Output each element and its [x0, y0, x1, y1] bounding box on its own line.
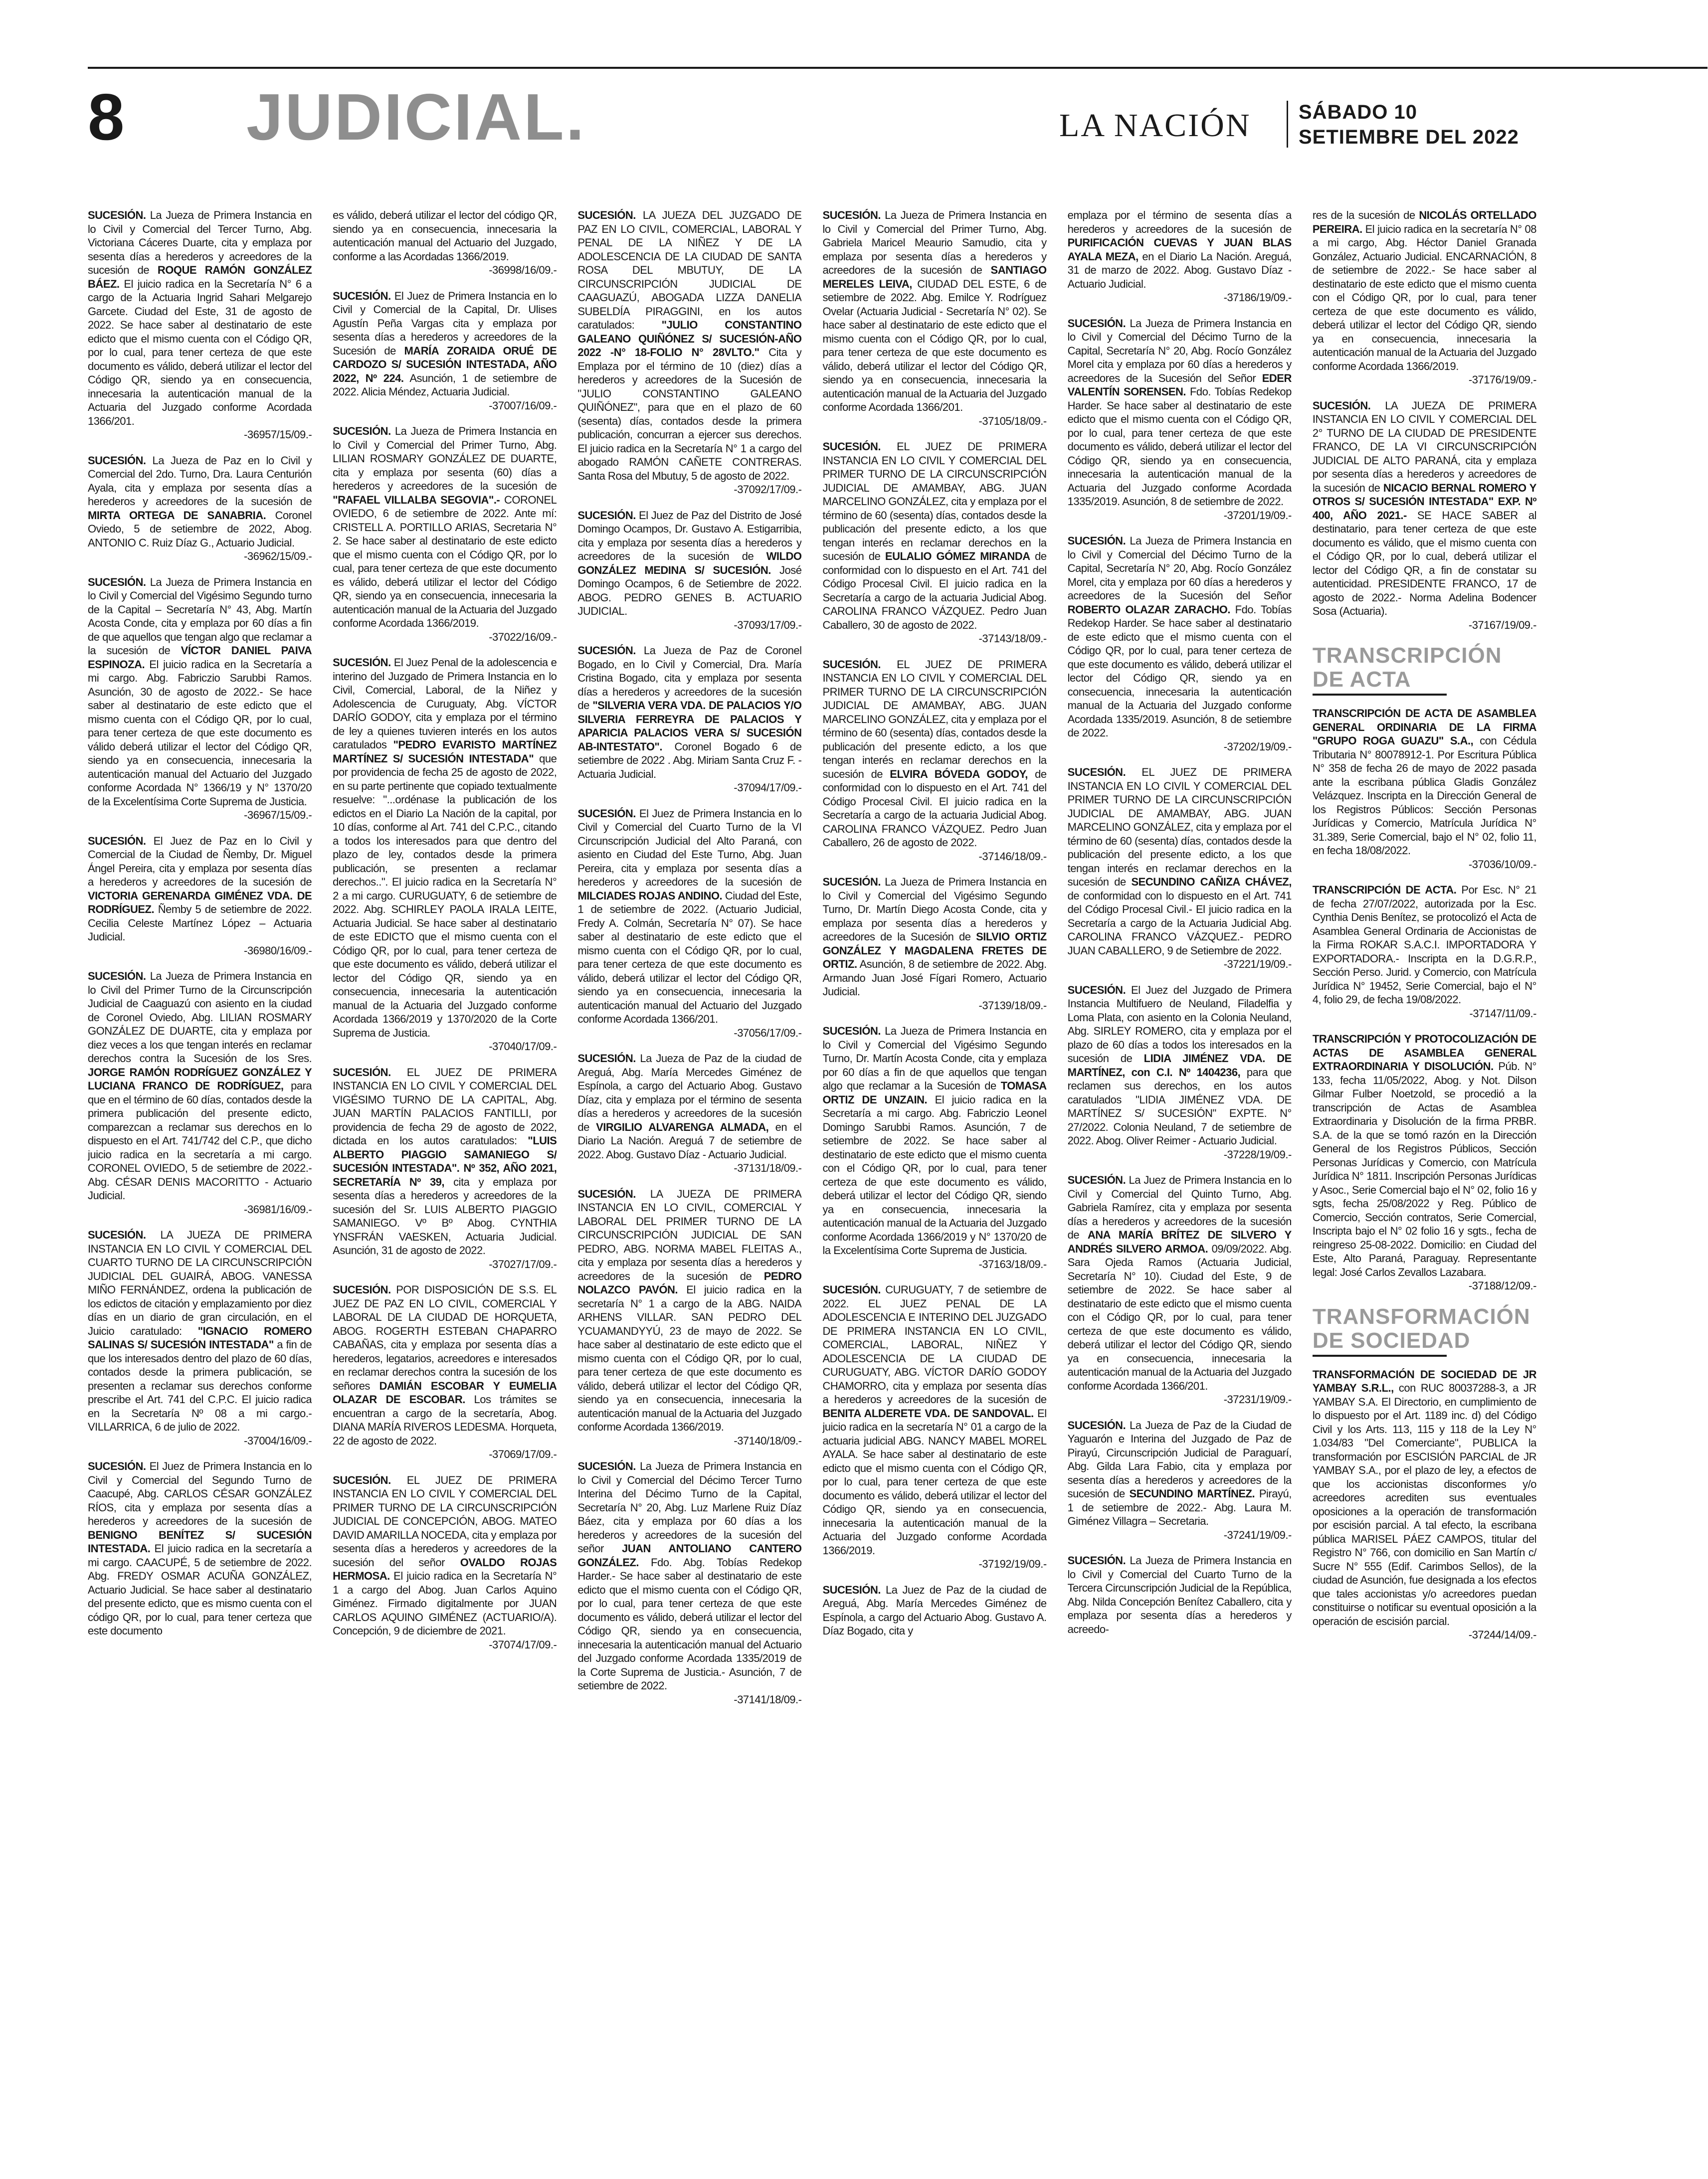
notice-ref: -37027/17/09.-	[489, 1258, 557, 1271]
notice-body: El Juez del Juzgado de Primera Instancia Multifuero de Neuland, Filadelfia y Loma Plata, con asiento en la Colonia Neuland, Abg. SIRLEY ROMERO, cita y emplaza por el plazo de 60 días a todos los interesados en la sucesión de	[1067, 983, 1292, 1065]
notice-highlight: ROBERTO OLAZAR ZARACHO.	[1067, 603, 1230, 616]
section-title: JUDICIAL.	[246, 80, 586, 154]
notice-body: EL JUEZ DE PRIMERA INSTANCIA EN LO CIVIL Y COMERCIAL DEL PRIMER TURNO DE LA CIRCUNSCRIPCIÓN JUDICIAL DE CONCEPCIÓN, ABOG. MATEO DAVID AMARILLA NOCEDA, cita y emplaza por sesenta días a herederos y acreedores de la sucesión del señor	[333, 1473, 557, 1569]
notice-body: La Jueza de Paz en lo Civil y Comercial del 2do. Turno, Dra. Laura Centurión Ayala, cita y emplaza por sesenta días a herederos y acreedores de la sucesión de	[88, 454, 312, 508]
notice-text: El juicio radica en la Secretaría a mi cargo. Abg. Fabriczio Leonel Domingo Sarubbi Ramos. Asunción, 7 de setiembre de 2022. Se hace saber al destinatario de este edicto que el mismo cuenta con el Código QR, por lo cual, para tener certeza de que este documento es válido, deberá utilizar el lector del Código QR, siendo ya en consecuencia, innecesaria la autenticación manual de la Actuaria del Juzgado conforme Acordada 1366/2019 y N° 1370/20 de la Excelentísima Corte Suprema de Justicia.	[822, 1093, 1047, 1257]
notice-text: El juicio radica en la Secretaría N° 1 a cargo del Abog. Juan Carlos Aquino Giménez. Firmado digitalmente por JUAN CARLOS AQUINO GIMÉNEZ (ACTUARIO/A). Concepción, 9 de diciembre de 2021.	[333, 1570, 557, 1637]
notice-highlight: NICOLÁS ORTELLADO PEREIRA.	[1312, 209, 1536, 235]
legal-notice	[333, 289, 557, 413]
legal-notice	[1313, 399, 1536, 632]
notice-ref: -36967/15/09.-	[244, 809, 312, 821]
notice-highlight: DAMIÁN ESCOBAR Y EUMELIA OLAZAR DE ESCOBAR.	[333, 1379, 557, 1406]
notice-body: CURUGUATY, 7 de setiembre de 2022. EL JUEZ PENAL DE LA ADOLESCENCIA E INTERINO DEL JUZGADO DE PRIMERA INSTANCIA EN LO CIVIL, COMERCIAL, LABORAL, NIÑEZ Y ADOLESCENCIA DE LA CIUDAD DE CURUGUATY, ABG. VÍCTOR DARÍO GODOY CHAMORRO, cita y emplaza por sesenta días a herederos y acreedores de la sucesión de	[822, 1283, 1047, 1406]
notice-text: José Domingo Ocampos, 6 de Setiembre de 2022. ABOG. PEDRO GENES B. ACTUARIO JUDICIAL.	[577, 563, 802, 617]
notice-text: Ciudad del Este, 1 de setiembre de 2022. (Actuario Judicial, Fredy A. Colmán, Secretaría N° 07). Se hace saber al destinatario de este edicto que el mismo cuenta con el Código QR, por lo cual, para tener certeza de que este documento es válido, deberá utilizar el lector del Código QR, siendo ya en consecuencia, innecesaria la autenticación manual del Actuario del Juzgado conforme Acordada 1366/201.	[577, 889, 802, 1025]
notice-lead: SUCESIÓN.	[333, 289, 391, 302]
notice-ref: -37147/11/09.-	[1469, 1007, 1536, 1020]
notice-text: El juicio radica en la secretaría N° 01 a cargo de la actuaria judicial ABG. NANCY MABEL MOREL AYALA. Se hace saber al destinatario de este edicto que el mismo cuenta con el Código QR, por lo cual, para tener certeza de que este documento es válido, deberá utilizar el lector del Código QR, siendo ya en consecuencia, innecesaria la autenticación manual de la Actuaria del Juzgado conforme Acordada 1366/2019.	[822, 1407, 1047, 1557]
notice-highlight: OVALDO ROJAS HERMOSA.	[333, 1556, 557, 1582]
notice-highlight: "IGNACIO ROMERO SALINAS S/ SUCESIÓN INTESTADA"	[88, 1324, 312, 1351]
notice-text: Asunción, 8 de setiembre de 2022. Abg. Armando Juan José Fígari Romero, Actuario Judicial.	[822, 958, 1047, 998]
notice-highlight: VIRGILIO ALVARENGA ALMADA,	[596, 1120, 769, 1133]
legal-notice	[88, 1459, 312, 1638]
notice-body: res de la sucesión de	[1312, 209, 1419, 221]
notice-highlight: "LUIS ALBERTO PIAGGIO SAMANIEGO S/ SUCESIÓN INTESTADA". Nº 352, AÑO 2021, SECRETARÍA Nº 39,	[333, 1134, 557, 1188]
legal-notice	[1068, 765, 1292, 971]
section-divider	[1313, 694, 1447, 696]
notice-ref: -37201/19/09.-	[1223, 509, 1292, 522]
notice-body: EL JUEZ DE PRIMERA INSTANCIA EN LO CIVIL Y COMERCIAL DEL PRIMER TURNO DE LA CIRCUNSCRIPCIÓN JUDICIAL DE AMAMBAY, ABG. JUAN MARCELINO GONZÁLEZ, cita y emplaza por el término de 60 (sesenta) días, contados desde la publicación del presente edicto, a los que tengan interés en reclamar derechos en la sucesión de	[822, 440, 1047, 562]
notice-highlight: LIDIA JIMÉNEZ VDA. DE MARTÍNEZ, con C.I. Nº 1404236,	[1067, 1052, 1292, 1079]
legal-notice	[577, 509, 801, 632]
notice-lead: SUCESIÓN.	[1067, 535, 1126, 547]
notices-columns	[88, 208, 1536, 2163]
notice-text: Fdo. Abg. Tobías Redekop Harder.- Se hace saber al destinatario de este edicto que el mismo cuenta con el Código QR, por lo cual, para tener certeza de que este documento es válido, deberá utilizar el lector del Código QR, siendo ya en consecuencia, innecesaria la autenticación manual del Actuario del Juzgado conforme Acordada 1335/2019 de la Corte Suprema de Justicia.- Asunción, 7 de setiembre de 2022.	[577, 1556, 802, 1692]
notice-highlight: PEDRO NOLAZCO PAVÓN.	[577, 1270, 802, 1296]
notice-text: El juicio radica en la secretaría N° 08 a mi cargo, Abg. Héctor Daniel Granada González, Actuario Judicial. ENCARNACIÓN, 8 de setiembre de 2022.- Se hace saber al destinatario de este edicto que el mismo cuenta con el Código QR, por lo cual, para tener certeza de que este documento es válido, deberá utilizar el lector del Código QR, siendo ya en consecuencia, innecesaria la autenticación manual de la Actuaria del Juzgado conforme Acordada 1366/2019.	[1312, 222, 1536, 372]
notice-body: LA JUEZA DE PRIMERA INSTANCIA EN LO CIVIL Y COMERCIAL DEL CUARTO TURNO DE LA CIRCUNSCRIPCIÓN JUDICIAL DEL GUAIRÁ, ABOG. VANESSA MIÑO FERNÁNDEZ, ordena la publicación de los edictos de citación y emplazamiento por diez días en un diario de gran circulación, en el Juicio caratulado:	[88, 1229, 312, 1337]
notice-lead: SUCESIÓN.	[1067, 1174, 1126, 1186]
notice-highlight: JORGE RAMÓN RODRÍGUEZ GONZÁLEZ Y LUCIANA FRANCO DE RODRÍGUEZ,	[88, 1066, 312, 1092]
notice-ref: -37074/17/09.-	[489, 1638, 557, 1651]
notice-body: EL JUEZ DE PRIMERA INSTANCIA EN LO CIVIL Y COMERCIAL DEL PRIMER TURNO DE LA CIRCUNSCRIPCIÓN JUDICIAL DE AMAMBAY, ABG. JUAN MARCELINO GONZÁLEZ, cita y emplaza por el término de 60 (sesenta) días, contados desde la publicación del presente edicto, a los que tengan interés en reclamar derechos en la sucesión de	[822, 658, 1047, 780]
notice-ref: -37163/18/09.-	[978, 1258, 1047, 1271]
notice-ref: -37040/17/09.-	[489, 1040, 557, 1053]
notice-highlight: "SILVERIA VERA VDA. DE PALACIOS Y/O SILVERIA FERREYRA DE PALACIOS Y APARICIA PALACIOS VERA S/ SUCESIÓN AB-INTESTATO".	[577, 699, 802, 753]
notice-lead: SUCESIÓN.	[577, 509, 636, 522]
notice-text: SE HACE SABER al destinatario, para tener certeza de que este documento es válido, que el mismo cuenta con el Código QR, por lo cual, deberá utilizar el lector del Código QR, a fin de constatar su autenticidad. PRESIDENTE FRANCO, 17 de agosto de 2022.- Norma Adelina Bodencer Sosa (Actuaria).	[1312, 509, 1536, 617]
notice-lead: SUCESIÓN.	[577, 1052, 636, 1065]
notice-lead: SUCESIÓN.	[822, 440, 881, 453]
notice-ref: -37004/16/09.-	[244, 1434, 312, 1447]
notice-ref: -37092/17/09.-	[734, 483, 802, 496]
notice-lead: SUCESIÓN.	[88, 1229, 146, 1241]
legal-notice	[88, 969, 312, 1216]
notice-lead: SUCESIÓN.	[333, 425, 391, 437]
legal-notice	[1313, 707, 1536, 871]
page-number: 8	[88, 80, 124, 154]
notice-body: La Juez de Paz de la ciudad de Areguá, Abg. María Mercedes Giménez de Espínola, a cargo del Actuario Abog. Gustavo A. Díaz Bogado, cita y	[822, 1583, 1047, 1637]
legal-notice	[88, 208, 312, 442]
notice-body: La Jueza de Primera Instancia en lo Civil y Comercial del Primer Turno, Abg. LILIAN ROSMARY GONZÁLEZ DE DUARTE, cita y emplaza por sesenta (60) días a herederos y acreedores de la sucesión de	[333, 425, 557, 492]
notice-highlight: ROQUE RAMÓN GONZÁLEZ BÁEZ.	[88, 264, 312, 290]
notice-ref: -37202/19/09.-	[1223, 740, 1292, 753]
notice-highlight: SANTIAGO MERELES LEIVA,	[822, 264, 1047, 290]
notice-ref: -36980/16/09.-	[244, 944, 312, 957]
column-2	[333, 208, 557, 2163]
notice-lead: SUCESIÓN.	[333, 1283, 391, 1296]
legal-notice	[577, 807, 801, 1040]
notice-body: La Jueza de Primera Instancia en lo Civil y Comercial del Décimo Turno de la Capital, Secretaría N° 20, Abg. Rocío González Morel, cita y emplaza por 60 días a herederos y acreedores de la Sucesión del Señor	[1067, 535, 1292, 602]
notice-highlight: BENIGNO BENÍTEZ S/ SUCESIÓN INTESTADA.	[88, 1528, 312, 1555]
notice-lead: TRANSCRIPCIÓN Y PROTOCOLIZACIÓN DE ACTAS DE ASAMBLEA GENERAL EXTRAORDINARIA Y DISOLUCIÓN.	[1312, 1033, 1536, 1073]
legal-notice	[1313, 883, 1536, 1020]
notice-highlight: PURIFICACIÓN CUEVAS Y JUAN BLAS AYALA MEZA,	[1067, 236, 1292, 263]
notice-ref: -37244/14/09.-	[1468, 1629, 1536, 1641]
notice-body: La Juez de Primera Instancia en lo Civil y Comercial del Quinto Turno, Abg. Gabriela Ramírez, cita y emplaza por sesenta días a herederos y acreedores de la sucesión de	[1067, 1174, 1292, 1241]
notice-lead: SUCESIÓN.	[822, 1025, 881, 1037]
legal-notice	[88, 575, 312, 822]
notice-highlight: WILDO GONZÁLEZ MEDINA S/ SUCESIÓN.	[577, 550, 802, 576]
notice-lead: SUCESIÓN.	[88, 575, 146, 588]
notice-body: La Jueza de Primera Instancia en lo Civil y Comercial del Décimo Tercer Turno Interina del Décimo Turno de la Capital, Secretaría N° 20, Abg. Luz Marlene Ruiz Díaz Báez, cita y emplaza por 60 días a los herederos y acreedores de la sucesión del señor	[577, 1460, 802, 1555]
notice-ref: -37176/19/09.-	[1468, 373, 1536, 386]
legal-notice	[88, 1228, 312, 1448]
notice-lead: SUCESIÓN.	[1067, 317, 1126, 330]
legal-notice	[577, 644, 801, 795]
notice-body: con Cédula Tributaria N° 80078912-1. Por Escritura Pública N° 358 de fecha 26 de mayo de 2022 pasada ante la escribana pública Gladis González Velázquez. Inscripta en la Dirección General de los Registros Públicos: Sección Personas Jurídicas y Comercio, Matrícula Jurídica N° 31.389, Serie Comercial, bajo el N° 02, folio 11, en fecha 18/08/2022.	[1312, 734, 1536, 857]
legal-notice	[333, 1283, 557, 1461]
notice-highlight: BENITA ALDERETE VDA. DE SANDOVAL.	[822, 1407, 1034, 1420]
notice-body: EL JUEZ DE PRIMERA INSTANCIA EN LO CIVIL Y COMERCIAL DEL PRIMER TURNO DE LA CIRCUNSCRIPCIÓN JUDICIAL DE AMAMBAY, ABG. JUAN MARCELINO GONZÁLEZ, cita y emplaza por el término de 60 (sesenta) días, contados desde la publicación del presente edicto, a los que tengan interés en reclamar derechos en la sucesión de	[1067, 766, 1292, 888]
notice-ref: -37241/19/09.-	[1223, 1528, 1292, 1541]
column-1	[88, 208, 312, 2163]
transcripcion-section-title: TRANSCRIPCIÓN DE ACTA	[1312, 643, 1502, 692]
notice-text: El juicio radica en la Secretaría N° 6 a cargo de la Actuaria Ingrid Sahari Melgarejo Garcete. Ciudad del Este, 31 de agosto de 2022. Se hace saber al destinatario de este edicto que el mismo cuenta con el Código QR, por lo cual, para tener certeza de que este documento es válido, deberá utilizar el lector del Código QR, siendo ya en consecuencia, innecesaria la autenticación manual de la Actuaria del Juzgado conforme Acordada 1366/201.	[88, 277, 312, 427]
notice-body: La Jueza de Paz de la Ciudad de Yaguarón e Interina del Juzgado de Paz de Pirayú, Circunscripción Judicial de Paraguarí, Abg. Gilda Lara Fabio, cita y emplaza por sesenta días a herederos y acreedores de la sucesión de	[1067, 1419, 1292, 1500]
legal-notice	[577, 1459, 801, 1706]
notice-text: de conformidad con lo dispuesto en el Art. 741 del Código Procesal Civil. El juicio radica en la Secretaría a cargo de la actuaria Judicial Abog. CAROLINA FRANCO VÁZQUEZ. Pedro Juan Caballero, 30 de agosto de 2022.	[822, 550, 1047, 631]
notice-body: El Juez de Paz en lo Civil y Comercial de la Ciudad de Ñemby, Dr. Miguel Ángel Pereira, cita y emplaza por sesenta días a herederos y acreedores de la sucesión de	[88, 834, 312, 888]
notice-highlight: JUAN ANTOLIANO CANTERO GONZÁLEZ.	[577, 1542, 802, 1569]
column-6	[1313, 208, 1536, 2163]
notice-lead: SUCESIÓN.	[1067, 1554, 1126, 1567]
notice-text: Ñemby 5 de setiembre de 2022. Cecilia Celeste Martínez López – Actuaria Judicial.	[88, 903, 312, 943]
legal-notice	[1068, 1554, 1292, 1636]
legal-notice	[577, 1187, 801, 1448]
notice-body: emplaza por el término de sesenta días a herederos y acreedores de la sucesión de	[1067, 209, 1292, 235]
notice-highlight: VÍCTOR DANIEL PAIVA ESPINOZA.	[88, 644, 312, 671]
acta-notices	[1313, 707, 1536, 1293]
notice-body: La Jueza de Primera Instancia en lo Civil y Comercial del Cuarto Turno de la Tercera Circunscripción Judicial de la República, Abg. Nilda Concepción Benítez Caballero, cita y emplaza por sesenta días a herederos y acreedo-	[1067, 1554, 1292, 1635]
notice-text: El juicio radica en la secretaría N° 1 a cargo de la ABG. NAIDA ARHENS VILLAR. SAN PEDRO DEL YCUAMANDYYÚ, 23 de mayo de 2022. Se hace saber al destinatario de este edicto que el mismo cuenta con el Código QR, por lo cual, para tener certeza de que este documento es válido, deberá utilizar el lector del Código QR, siendo ya en consecuencia, innecesaria la autenticación manual de la Actuaria del Juzgado conforme Acordada 1366/2019.	[577, 1283, 802, 1433]
notice-highlight: "PEDRO EVARISTO MARTÍNEZ MARTÍNEZ S/ SUCESIÓN INTESTADA"	[333, 738, 557, 765]
issue-date	[1299, 100, 1519, 150]
transformacion-section-title: TRANSFORMACIÓN DE SOCIEDAD	[1312, 1304, 1530, 1353]
legal-notice	[333, 656, 557, 1054]
notice-ref: -37186/19/09.-	[1223, 291, 1292, 304]
notice-body: La Jueza de Primera Instancia en lo Civil del Primer Turno de la Circunscripción Judicial de Caaguazú con asiento en la ciudad de Coronel Oviedo, Abg. LILIAN ROSMARY GONZÁLEZ DE DUARTE, cita y emplaza por diez veces a los que tengan interés en reclamar derechos contra la Sucesión de los Sres.	[88, 970, 312, 1065]
legal-notice	[1313, 1032, 1536, 1293]
legal-notice	[822, 1024, 1046, 1271]
notice-lead: SUCESIÓN.	[1067, 1419, 1126, 1432]
notice-lead: TRANSCRIPCIÓN DE ACTA DE ASAMBLEA GENERAL ORDINARIA DE LA FIRMA "GRUPO ROGA GUAZU" S.A.,	[1312, 707, 1536, 747]
notice-highlight: MIRTA ORTEGA DE SANABRIA.	[88, 509, 266, 522]
section-divider	[1313, 1355, 1447, 1357]
notice-ref: -37105/18/09.-	[978, 414, 1047, 427]
notice-lead: SUCESIÓN.	[333, 1473, 391, 1486]
notice-lead: SUCESIÓN.	[1312, 399, 1371, 412]
issue-date-day: SÁBADO 10	[1299, 101, 1417, 123]
notice-ref: -37228/19/09.-	[1223, 1148, 1292, 1161]
notice-body: La Jueza de Primera Instancia en lo Civil y Comercial del Vigésimo Segundo turno de la Capital – Secretaría N° 43, Abg. Martín Acosta Conde, cita y emplaza por 60 días a fin de que aquellos que tengan algo que reclamar a la sucesión de	[88, 575, 312, 657]
notice-ref: -37167/19/09.-	[1468, 618, 1536, 631]
notice-lead: SUCESIÓN.	[88, 834, 146, 847]
notice-text: Asunción, 1 de setiembre de 2022. Alicia Méndez, Actuaria Judicial.	[333, 371, 557, 398]
notice-body: La Jueza de Paz de la ciudad de Areguá, Abg. María Mercedes Giménez de Espínola, a cargo del Actuario Abog. Gustavo Díaz, cita y emplaza por el término de sesenta días a herederos y acreedores de la sucesión de	[577, 1052, 802, 1133]
notice-lead: TRANSCRIPCIÓN DE ACTA.	[1312, 884, 1457, 896]
legal-notice	[577, 208, 801, 497]
issue-date-month: SETIEMBRE DEL 2022	[1299, 126, 1519, 148]
notice-body: El Juez de Primera Instancia en lo Civil y Comercial de la Capital, Dr. Ulises Agustín Peña Vargas cita y emplaza por sesenta días a herederos y acreedores de la Sucesión de	[333, 289, 557, 357]
notice-body: La Jueza de Primera Instancia en lo Civil y Comercial del Vigésimo Segundo Turno, Dr. Martín Diego Acosta Conde, cita y emplaza por sesenta días a herederos y acreedores de la Sucesión de	[822, 876, 1047, 943]
notice-text: Pirayú, 1 de setiembre de 2022.- Abg. Laura M. Giménez Villagra – Secretaria.	[1067, 1487, 1292, 1527]
notice-body: La Jueza de Primera Instancia en lo Civil y Comercial del Vigésimo Segundo Turno, Dr. Martín Acosta Conde, cita y emplaza por 60 días a fin de que aquellos que tengan algo que reclamar a la Sucesión de	[822, 1025, 1047, 1092]
transcripcion-section-header	[1313, 644, 1536, 696]
notice-body: LA JUEZA DEL JUZGADO DE PAZ EN LO CIVIL, COMERCIAL, LABORAL Y PENAL DE LA NIÑEZ Y DE LA ADOLESCENCIA DE LA CIUDAD DE SANTA ROSA DEL MBUTUY, DE LA CIRCUNSCRIPCIÓN JUDICIAL DE CAAGUAZÚ, ABOGADA LIZZA DANELIA SUBELDÍA PIRAGGINI, en los autos caratulados:	[577, 209, 802, 331]
notice-text: en el Diario La Nación. Areguá 7 de setiembre de 2022. Abog. Gustavo Díaz - Actuario Judicial.	[577, 1120, 802, 1161]
notice-lead: SUCESIÓN.	[822, 1583, 881, 1596]
notice-lead: SUCESIÓN.	[577, 1187, 636, 1200]
notice-text: 09/09/2022. Abg. Sara Ojeda Ramos (Actuaria Judicial, Secretaría N° 10). Ciudad del Este, 9 de setiembre de 2022. Se hace saber al destinatario de este edicto que el mismo cuenta con el Código QR, por lo cual, para tener certeza de que este documento es válido, deberá utilizar el lector del Código QR, siendo ya en consecuencia, innecesaria la autenticación manual de la Actuaria del Juzgado conforme Acordada 1366/201.	[1067, 1242, 1292, 1392]
notice-highlight: TOMASA ORTIZ DE UNZAIN.	[822, 1080, 1047, 1106]
notice-body: El Juez de Primera Instancia en lo Civil y Comercial del Cuarto Turno de la VI Circunscripción Judicial del Alto Paraná, con asiento en Ciudad del Este Turno, Abg. Juan Pereira, cita y emplaza por sesenta días a herederos y acreedores de la sucesión de	[577, 807, 802, 888]
notice-ref: -37146/18/09.-	[978, 850, 1047, 863]
notice-ref: -36998/16/09.-	[489, 264, 557, 276]
notice-highlight: SECUNDINO MARTÍNEZ.	[1129, 1487, 1255, 1500]
notice-body: El Juez de Primera Instancia en lo Civil y Comercial del Segundo Turno de Caacupé, Abg. CARLOS CÉSAR GONZÁLEZ RÍOS, cita y emplaza por sesenta días a herederos y acreedores de la sucesión de	[88, 1460, 312, 1527]
notice-body: LA JUEZA DE PRIMERA INSTANCIA EN LO CIVIL Y COMERCIAL DEL 2° TURNO DE LA CIUDAD DE PRESIDENTE FRANCO, DE LA VI CIRCUNSCRIPCIÓN JUDICIAL DE ALTO PARANÁ, cita y emplaza por sesenta días a herederos y acreedores de la sucesión de	[1312, 399, 1536, 494]
notice-ref: -36957/15/09.-	[244, 428, 312, 441]
notice-highlight: SECUNDINO CAÑIZA CHÁVEZ,	[1131, 876, 1292, 888]
notice-text: para que en el término de 60 días, contados desde la primera publicación del presente edicto, comparezcan a reclamar sus derechos en lo dispuesto en el Art. 741/742 del C.P., que dicho juicio radica en la secretaría a mi cargo. CORONEL OVIEDO, 5 de setiembre de 2022.- Abg. CÉSAR DENIS MACORITTO - Actuario Judicial.	[88, 1080, 312, 1202]
notice-body: EL JUEZ DE PRIMERA INSTANCIA EN LO CIVIL Y COMERCIAL DEL VIGÉSIMO TURNO DE LA CAPITAL, Abg. JUAN MARTÍN PALACIOS FANTILLI, por providencia de fecha 29 de agosto de 2022, dictada en los autos caratulados:	[333, 1066, 557, 1147]
notice-text: Fdo. Tobías Redekop Harder. Se hace saber al destinatario de este edicto que el mismo cuenta con el Código QR, por lo cual, para tener certeza de que este documento es válido, deberá utilizar el lector del Código QR, siendo ya en consecuencia, innecesaria la autenticación manual de la Actuaria del Juzgado conforme Acordada 1335/2019. Asunción, 8 de setiembre de 2022.	[1067, 385, 1292, 508]
notice-lead: SUCESIÓN.	[333, 1066, 391, 1079]
notice-highlight: EULALIO GÓMEZ MIRANDA	[885, 550, 1030, 562]
notice-text: de conformidad con lo dispuesto en el Art. 741 del Código Procesal Civil. El juicio radica en la Secretaría a cargo de la actuaria Judicial Abog. CAROLINA FRANCO VÁZQUEZ. Pedro Juan Caballero, 26 de agosto de 2022.	[822, 767, 1047, 849]
legal-notice	[1068, 534, 1292, 753]
notice-ref: -37131/18/09.-	[734, 1162, 802, 1174]
legal-notice	[333, 1066, 557, 1271]
notice-text: Cita y Emplaza por el término de 10 (diez) días a herederos y acreedores de la Sucesión de "JULIO CONSTANTINO GALEANO QUIÑÓNEZ", para que en el plazo de 60 (sesenta) días, contados desde la primera publicación, concurran a ejercer sus derechos. El juicio radica en la Secretaría N° 1 a cargo del abogado RAMÓN CAÑETE CONTRERAS. Santa Rosa del Mbutuy, 5 de agosto de 2022.	[577, 346, 802, 482]
notice-body: es válido, deberá utilizar el lector del código QR, siendo ya en consecuencia, innecesaria la autenticación manual del Actuario del Juzgado, conforme a las Acordadas 1366/2019.	[333, 209, 557, 263]
header-rule	[88, 67, 1708, 69]
legal-notice	[88, 454, 312, 563]
notice-ref: -37022/16/09.-	[489, 630, 557, 643]
notice-ref: -37140/18/09.-	[734, 1434, 802, 1447]
legal-notice	[822, 1283, 1046, 1571]
notice-body: El Juez de Paz del Distrito de José Domingo Ocampos, Dr. Gustavo A. Estigarribia, cita y emplaza por sesenta días a herederos y acreedores de la sucesión de	[577, 509, 802, 562]
notice-lead: SUCESIÓN.	[822, 876, 881, 888]
legal-notice	[822, 208, 1046, 428]
newspaper-logo: LA NACIÓN	[1059, 107, 1251, 144]
notice-ref: -37221/19/09.-	[1223, 958, 1292, 970]
notice-highlight: "RAFAEL VILLALBA SEGOVIA".-	[333, 493, 500, 506]
notice-lead: SUCESIÓN.	[88, 970, 146, 982]
notice-text: de conformidad con lo dispuesto en el Art. 741 del Código Procesal Civil.- El juicio radica en la Secretaría a cargo de la Actuaria Judicial Abg. CAROLINA FRANCO VÁZQUEZ.- PEDRO JUAN CABALLERO, 9 de Setiembre de 2022.	[1067, 889, 1292, 957]
legal-notice	[1313, 1368, 1536, 1642]
notice-ref: -37192/19/09.-	[978, 1558, 1047, 1570]
notice-lead: SUCESIÓN.	[88, 1460, 146, 1472]
column-4	[822, 208, 1046, 2163]
notice-ref: -37094/17/09.-	[734, 781, 802, 794]
notice-ref: -36981/16/09.-	[244, 1203, 312, 1216]
notice-body: El Juez Penal de la adolescencia e interino del Juzgado de Primera Instancia en lo Civil, Comercial, Laboral, de la Niñez y Adolescencia de Curuguaty, Abg. VÍCTOR DARÍO GODOY, cita y emplaza por el término de ley a quienes tuvieren interés en los autos caratulados	[333, 656, 557, 751]
notice-lead: SUCESIÓN.	[577, 209, 636, 221]
legal-notice	[822, 875, 1046, 1012]
notice-body: Por Esc. N° 21 de fecha 27/07/2022, autorizada por la Esc. Cynthia Denis Benítez, se protocolizó el Acta de Asamblea General Ordinaria de Accionistas de la Firma ROKAR S.A.C.I. IMPORTADORA Y EXPORTADORA.- Inscripta en la D.G.R.P., Sección Perso. Jurid. y Comercio, con Matrícula Jurídica N° 19452, Serie Comercial, bajo el N° 4, folio 29, de fecha 19/08/2022.	[1312, 884, 1536, 1006]
notice-highlight: ELVIRA BÓVEDA GODOY,	[890, 767, 1028, 780]
legal-notice	[333, 424, 557, 644]
legal-notice	[822, 440, 1046, 646]
notice-highlight: EDER VALENTÍN SORENSEN.	[1067, 371, 1292, 398]
notice-highlight: MARÍA ZORAIDA ORUÉ DE CARDOZO S/ SUCESIÓN INTESTADA, AÑO 2022, Nº 224.	[333, 344, 557, 384]
notice-body: La Jueza de Paz de Coronel Bogado, en lo Civil y Comercial, Dra. María Cristina Bogado, cita y emplaza por sesenta días a herederos y acreedores de la sucesión de	[577, 644, 802, 712]
notice-text: CORONEL OVIEDO, 6 de setiembre de 2022. Ante mí: CRISTELL A. PORTILLO ARIAS, Secretaria N° 2. Se hace saber al destinatario de este edicto que el mismo cuenta con el Código QR, por lo cual, para tener certeza de que este documento es válido, deberá utilizar el lector del Código QR, siendo ya en consecuencia, innecesaria la autenticación manual de la Actuaria del Juzgado conforme Acordada 1366/2019.	[333, 493, 557, 629]
notice-lead: SUCESIÓN.	[577, 644, 636, 657]
notice-ref: -37036/10/09.-	[1468, 858, 1536, 871]
notice-text: para que reclamen sus derechos, en los autos caratulados "LIDIA JIMÉNEZ VDA. DE MARTÍNEZ S/ SUCESIÓN" EXPTE. N° 27/2022. Colonia Neuland, 7 de setiembre de 2022. Abog. Oliver Reimer - Actuario Judicial.	[1067, 1066, 1292, 1147]
masthead	[88, 80, 1536, 165]
notice-highlight: SILVIO ORTIZ GONZÁLEZ Y MAGDALENA FRETES DE ORTIZ.	[822, 930, 1047, 970]
notice-text: en el Diario La Nación. Areguá, 31 de marzo de 2022. Abog. Gustavo Díaz - Actuario Judicial.	[1067, 250, 1292, 290]
notice-lead: SUCESIÓN.	[88, 454, 146, 467]
notice-body: La Jueza de Primera Instancia en lo Civil y Comercial del Décimo Turno de la Capital, Secretaría N° 20, Abg. Rocío González Morel cita y emplaza por 60 días a herederos y acreedores de la Sucesión del Señor	[1067, 317, 1292, 384]
notice-text: Fdo. Tobías Redekop Harder. Se hace saber al destinatario de este edicto que el mismo cuenta con el Código QR, por lo cual, para tener certeza de que este documento es válido, deberá utilizar el lector del Código QR, siendo ya en consecuencia, innecesaria la autenticación manual de la Actuaria del Juzgado conforme Acordada 1335/2019. Asunción, 8 de setiembre de 2022.	[1067, 603, 1292, 739]
notice-lead: SUCESIÓN.	[88, 209, 146, 221]
legal-notice	[333, 1473, 557, 1652]
notice-lead: SUCESIÓN.	[822, 658, 881, 671]
notice-body: LA JUEZA DE PRIMERA INSTANCIA EN LO CIVIL, COMERCIAL Y LABORAL DEL PRIMER TURNO DE LA CIRCUNSCRIPCIÓN JUDICIAL DE SAN PEDRO, ABG. NORMA MABEL FLEITAS A., cita y emplaza por sesenta días a herederos y acreedores de la sucesión de	[577, 1187, 802, 1282]
notice-ref: -37139/18/09.-	[978, 999, 1047, 1012]
notice-highlight: VICTORIA GERENARDA GIMÉNEZ VDA. DE RODRÍGUEZ.	[88, 889, 312, 915]
notice-ref: -37231/19/09.-	[1223, 1393, 1292, 1406]
notice-body: La Jueza de Primera Instancia en lo Civil y Comercial del Primer Turno, Abg. Gabriela Maricel Meaurio Samudio, cita y emplaza por sesenta días a herederos y acreedores de la sucesión de	[822, 209, 1047, 276]
legal-notice	[1068, 208, 1292, 305]
notice-ref: -37056/17/09.-	[734, 1026, 802, 1039]
notice-lead: SUCESIÓN.	[333, 656, 391, 669]
notice-highlight: NICACIO BERNAL ROMERO Y OTROS S/ SUCESIÓN INTESTADA" EXP. Nº 400, AÑO 2021.-	[1312, 481, 1536, 522]
notice-text: a fin de que los interesados dentro del plazo de 60 días, contados desde la primera publicación, se presenten a reclamar sus derechos conforme prescribe el Art. 741 del C.P.C. El juicio radica en la Secretaría Nº 08 a mi cargo.- VILLARRICA, 6 de julio de 2022.	[88, 1338, 312, 1433]
notice-ref: -37093/17/09.-	[734, 618, 802, 631]
legal-notice	[1068, 1419, 1292, 1542]
notice-lead: SUCESIÓN.	[822, 209, 881, 221]
notice-text: Coronel Oviedo, 5 de setiembre de 2022, Abog. ANTONIO C. Ruiz Díaz G., Actuario Judicial.	[88, 509, 312, 549]
notice-ref: -37188/12/09.-	[1468, 1279, 1536, 1292]
notice-ref: -36962/15/09.-	[244, 550, 312, 562]
notice-lead: SUCESIÓN.	[577, 807, 636, 820]
column-6-succession-notices	[1313, 208, 1536, 632]
notice-text: que por providencia de fecha 25 de agosto de 2022, en su parte pertinente que copiado textualmente resuelve: "...ordénase la publicación de los edictos en el Diario La Nación de la capital, por 10 días, conforme al Art. 741 del C.P.C., citando a todos los interesados para que dentro del plazo de ley, contados desde la primera publicación, se presenten a reclamar derechos..". El juicio radica en la Secretaría N° 2 a mi cargo. CURUGUATY, 6 de setiembre de 2022. Abg. SCHIRLEY PAOLA IRALA LEITE, Actuaria Judicial. Se hace saber al destinatario de este EDICTO que el mismo cuenta con el Código QR, por lo cual, para tener certeza de que este documento es válido, deberá utilizar el lector del Código QR, siendo ya en consecuencia, innecesaria la autenticación manual de la Actuaria del Juzgado conforme Acordada 1366/2019 y 1370/2020 de la Corte Suprema de Justicia.	[333, 752, 557, 1039]
notice-lead: TRANSFORMACIÓN DE SOCIEDAD DE JR YAMBAY S.R.L.,	[1312, 1368, 1536, 1394]
legal-notice	[1313, 208, 1536, 387]
notice-body: POR DISPOSICIÓN DE S.S. EL JUEZ DE PAZ EN LO CIVIL, COMERCIAL Y LABORAL DE LA CIUDAD DE HORQUETA, ABOG. ROGERTH ESTEBAN CHAPARRO CABAÑAS, cita y emplaza por sesenta días a herederos, legatarios, acreedores e interesados en reclamar derechos contra la sucesión de los señores	[333, 1283, 557, 1392]
legal-notice	[822, 1583, 1046, 1638]
notice-ref: -37141/18/09.-	[734, 1693, 802, 1706]
notice-lead: SUCESIÓN.	[1067, 766, 1126, 778]
notice-highlight: "JULIO CONSTANTINO GALEANO QUIÑÓNEZ S/ SUCESIÓN-AÑO 2022 -N° 18-FOLIO N° 28VLTO."	[577, 319, 802, 359]
column-3	[577, 208, 801, 2163]
notice-text: Coronel Bogado 6 de setiembre de 2022 . Abg. Miriam Santa Cruz F. - Actuaria Judicial.	[577, 740, 802, 780]
notice-ref: -37007/16/09.-	[489, 399, 557, 412]
notice-highlight: MILCIADES ROJAS ANDINO.	[577, 889, 723, 902]
legal-notice	[88, 834, 312, 958]
legal-notice	[822, 658, 1046, 864]
notice-highlight: ANA MARÍA BRÍTEZ DE SILVERO Y ANDRÉS SILVERO ARMOA.	[1067, 1229, 1292, 1255]
notice-ref: -37143/18/09.-	[978, 632, 1047, 645]
masthead-divider	[1287, 101, 1288, 148]
legal-notice	[577, 1052, 801, 1175]
notice-body: con RUC 80037288-3, a JR YAMBAY S.A. El Directorio, en cumplimiento de lo dispuesto por el Art. 1189 inc. d) del Código Civil y los Arts. 113, 115 y 118 de la Ley N° 1.034/83 "Del Comerciante", PUBLICA la transformación por ESCISIÓN PARCIAL de JR YAMBAY S.A., por el plazo de ley, a efectos de que los accionistas disconformes y/o acreedores acrediten sus eventuales oposiciones a la operación de transformación por escisión parcial. A tal efecto, la escribana pública MARISEL PÁEZ CAMPOS, titular del Registro N° 766, con domicilio en San Martín c/ Sucre N° 555 (Edif. Carimbos Sellos), de la ciudad de Asunción, fue designada a los efectos que tales accionistas y/o acreedores puedan constituirse o notificar su eventual oposición a la operación de escisión parcial.	[1312, 1382, 1536, 1628]
notice-lead: SUCESIÓN.	[577, 1460, 636, 1472]
notice-body: Púb. N° 133, fecha 11/05/2022, Abog. y Not. Dilson Gilmar Fulber Noetzold, se procedió a la transcripción de Actas de Asamblea Extraordinaria y Disolución de la firma PRBR. S.A. de la que se tomó razón en la Dirección General de los Registros Públicos, Sección Personas Jurídicas y Comercio, con Matrícula Jurídica N° 1811. Inscripción Personas Jurídicas y Asoc., Serie Comercial bajo el N° 02, folio 16 y sgts, fecha 25/08/2022 y Reg. Público de Comercio, Sección contratos, Serie Comercial, Inscripta bajo el N° 02 folio 16 y sgts., fecha de reingreso 25-08-2022. Domicilio: en Ciudad del Este, Alto Paraná, Paraguay. Representante legal: José Carlos Zevallos Lazabara.	[1312, 1060, 1536, 1278]
column-5	[1068, 208, 1292, 2163]
notice-lead: SUCESIÓN.	[1067, 983, 1126, 996]
legal-notice	[1068, 1173, 1292, 1407]
notice-text: cita y emplaza por sesenta días a herederos y acreedores de la sucesión del Sr. LUIS ALBERTO PIAGGIO SAMANIEGO. Vº Bº Abog. CYNTHIA YNSFRÁN VAESKEN, Actuaria Judicial. Asunción, 31 de agosto de 2022.	[333, 1175, 557, 1257]
notice-text: CIUDAD DEL ESTE, 6 de setiembre de 2022. Abg. Emilce Y. Rodríguez Ovelar (Actuaria Judicial - Secretaría N° 02). Se hace saber al destinatario de este edicto que el mismo cuenta con el Código QR, por lo cual, para tener certeza de que este documento es válido, deberá utilizar el lector del Código QR, siendo ya en consecuencia, innecesaria la autenticación manual de la Actuaria del Juzgado conforme Acordada 1366/201.	[822, 277, 1047, 413]
notice-text: Los trámites se encuentran a cargo de la secretaría, Abog. DIANA MARÍA RIVEROS LEDESMA. Horqueta, 22 de agosto de 2022.	[333, 1393, 557, 1447]
transformacion-section-header	[1313, 1305, 1536, 1357]
notice-text: El juicio radica en la secretaría a mi cargo. CAACUPÉ, 5 de setiembre de 2022. Abg. FREDY OSMAR ACUÑA GONZÁLEZ, Actuario Judicial. Se hace saber al destinatario del presente edicto, que es mismo cuenta con el código QR, por lo cual, para tener certeza que este documento	[88, 1542, 312, 1637]
legal-notice	[1068, 983, 1292, 1162]
legal-notice	[1068, 317, 1292, 523]
notice-text: El juicio radica en la Secretaría a mi cargo. Abg. Fabriczio Sarubbi Ramos. Asunción, 30 de agosto de 2022.- Se hace saber al destinatario de este edicto que el mismo cuenta con el Código QR, por lo cual, para tener certeza de que este documento es válido deberá utilizar el lector del Código QR, siendo ya en consecuencia, innecesaria la autenticación manual del Actuario del Juzgado conforme Acordada N° 1366/19 y N° 1370/20 de la Excelentísima Corte Suprema de Justicia.	[88, 658, 312, 808]
notice-lead: SUCESIÓN.	[822, 1283, 881, 1296]
notice-body: La Jueza de Primera Instancia en lo Civil y Comercial del Tercer Turno, Abg. Victoriana Cáceres Duarte, cita y emplaza por sesenta días a herederos y acreedores de la sucesión de	[88, 209, 312, 276]
notice-ref: -37069/17/09.-	[489, 1448, 557, 1460]
sociedad-notice-container	[1313, 1368, 1536, 1642]
legal-notice	[333, 208, 557, 277]
